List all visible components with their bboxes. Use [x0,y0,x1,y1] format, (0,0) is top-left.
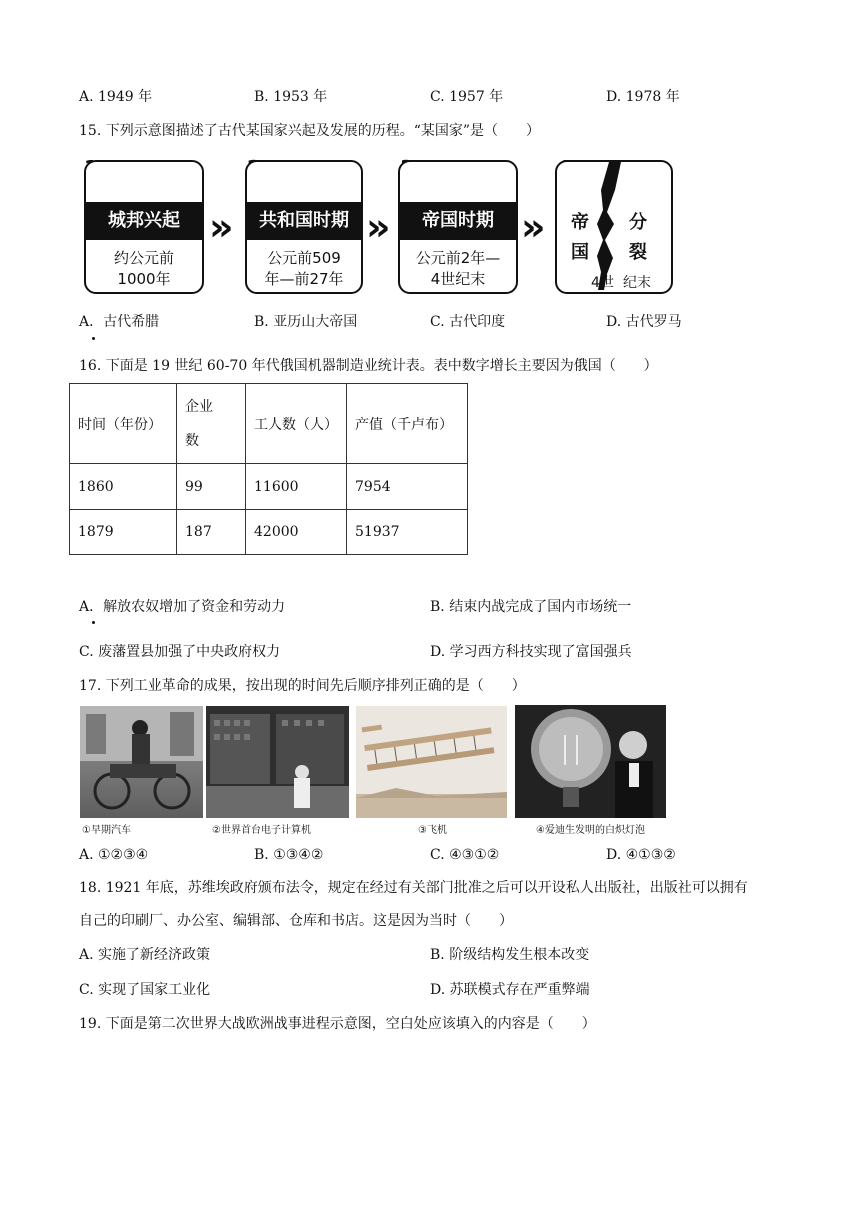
eniac-photo [206,706,349,818]
stage-box-1 [84,160,204,294]
q16-option-b[interactable]: B. 结束内战完成了国内市场统一 [430,599,632,615]
q19-stem: 19. 下面是第二次世界大战欧洲战事进程示意图，空白处应该填入的内容是（ ） [79,1016,596,1032]
q17-option-b[interactable]: B. ①③④② [254,847,324,863]
table-cell: 187 [177,510,246,555]
stage-4-right: 分 裂 [629,212,647,263]
q15-option-c[interactable]: C. 古代印度 [430,314,506,330]
q16-option-a[interactable]: A．解放农奴增加了资金和劳动力 [79,599,286,615]
stage-title: 帝国时期 [400,202,516,240]
q17-stem: 17. 下列工业革命的成果，按出现的时间先后顺序排列正确的是（ ） [79,678,526,694]
photo-caption: ④爱迪生发明的白炽灯泡 [536,825,645,836]
chevron-right-icon: » [209,205,234,249]
q17-option-a[interactable]: A. ①②③④ [79,847,149,863]
car-icon [80,706,203,818]
q16-stem: 16. 下面是 19 世纪 60-70 年代俄国机器制造业统计表。表中数字增长主要因为俄国（ ） [79,358,658,374]
table-row [70,464,468,510]
q15-stem: 15. 下列示意图描述了古代某国家兴起及发展的历程。“某国家”是（ ） [79,123,541,139]
table-cell: 1879 [70,510,177,555]
q18-option-a[interactable]: A. 实施了新经济政策 [79,947,211,963]
chevron-right-icon: » [521,205,546,249]
table-cell: 7954 [347,464,468,510]
airplane-icon [356,706,507,818]
emphasis-dot [92,337,95,340]
table-cell: 11600 [246,464,347,510]
table-header: 工人数（人） [246,384,347,464]
stage-box-4 [555,160,673,294]
computer-icon [206,706,349,818]
q14-option-a[interactable]: A. 1949 年 [79,89,153,105]
table-cell: 42000 [246,510,347,555]
stage-box-2 [245,160,363,294]
early-car-photo [80,706,203,818]
stage-4-bottom-left: 4世 [591,275,614,291]
table-cell: 99 [177,464,246,510]
stage-detail: 公元前509 年—前27年 [264,249,344,288]
q18-stem-line1: 18. 1921 年底，苏维埃政府颁布法令，规定在经过有关部门批准之后可以开设私人出版社，出版社可以拥有 [79,880,748,896]
stage-detail: 约公元前 1000年 [113,249,174,288]
q15-option-a[interactable]: A．古代希腊 [79,314,160,330]
photo-caption: ①早期汽车 [82,825,131,836]
stage-title: 城邦兴起 [86,202,202,240]
chevron-right-icon: » [366,205,391,249]
q14-option-c[interactable]: C. 1957 年 [430,89,504,105]
q18-option-b[interactable]: B. 阶级结构发生根本改变 [430,947,590,963]
light-bulb-icon [515,705,666,818]
q18-stem-line2: 自己的印刷厂、办公室、编辑部、仓库和书店。这是因为当时（ ） [79,913,513,929]
q16-option-d[interactable]: D. 学习西方科技实现了富国强兵 [430,644,632,660]
q14-option-d[interactable]: D. 1978 年 [606,89,680,105]
q18-option-d[interactable]: D. 苏联模式存在严重弊端 [430,982,590,998]
table-header: 产值（千卢布） [347,384,468,464]
table-cell: 51937 [347,510,468,555]
statistics-table [69,383,468,555]
stage-detail: 公元前2年— 4世纪末 [415,249,501,288]
q15-option-d[interactable]: D. 古代罗马 [606,314,682,330]
q17-option-d[interactable]: D. ④①③② [606,847,676,863]
photo-caption: ②世界首台电子计算机 [212,825,311,836]
q15-option-b[interactable]: B. 亚历山大帝国 [254,314,358,330]
stage-title: 共和国时期 [247,202,361,240]
q17-option-c[interactable]: C. ④③①② [430,847,500,863]
airplane-photo [356,706,507,818]
edison-bulb-photo [515,705,666,818]
emphasis-dot [92,621,95,624]
table-header: 企业 数 [177,384,246,464]
q16-option-c[interactable]: C. 废藩置县加强了中央政府权力 [79,644,281,660]
q14-option-b[interactable]: B. 1953 年 [254,89,328,105]
table-cell: 1860 [70,464,177,510]
table-header: 时间（年份） [70,384,177,464]
stage-4-left: 帝 国 [571,212,589,263]
stage-box-3 [398,160,518,294]
q18-option-c[interactable]: C. 实现了国家工业化 [79,982,211,998]
table-row [70,510,468,555]
photo-caption: ③飞机 [418,825,447,836]
stage-4-bottom-right: 纪末 [623,275,651,291]
